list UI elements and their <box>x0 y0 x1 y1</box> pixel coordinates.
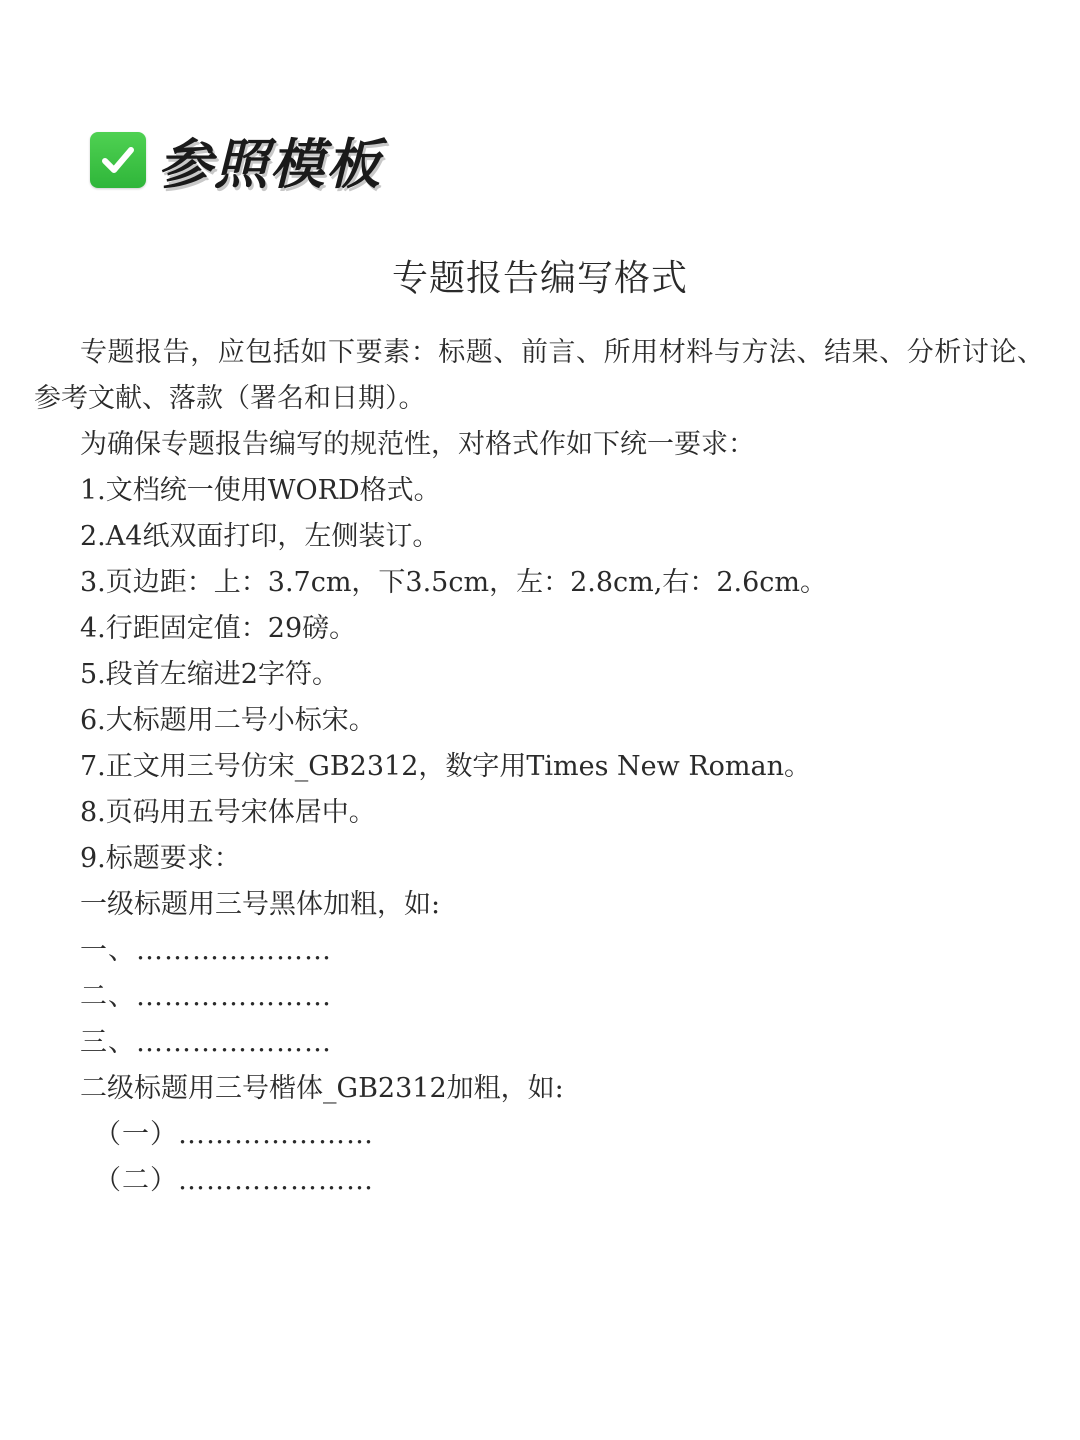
rule-item: 5.段首左缩进2字符。 <box>80 659 339 690</box>
header-title: 参照模板 <box>158 132 382 196</box>
level2-example: （一）………………… <box>94 1119 374 1150</box>
level2-heading-note: 二级标题用三号楷体_GB2312加粗，如: <box>80 1073 564 1104</box>
level1-example: 二、………………… <box>80 981 332 1012</box>
intro-paragraph: 专题报告，应包括如下要素：标题、前言、所用材料与方法、结果、分析讨论、参考文献、落款（署名和日期）。 <box>34 337 1044 414</box>
rule-item: 3.页边距：上：3.7cm，下3.5cm，左：2.8cm,右：2.6cm。 <box>80 567 827 598</box>
rule-item: 2.A4纸双面打印，左侧装订。 <box>80 521 440 552</box>
rule-item: 9.标题要求： <box>80 843 241 874</box>
level2-example: （二）………………… <box>94 1165 374 1196</box>
rule-item: 8.页码用五号宋体居中。 <box>80 797 376 828</box>
check-mark-icon <box>90 132 146 188</box>
lead-line: 为确保专题报告编写的规范性，对格式作如下统一要求： <box>80 429 755 460</box>
rule-item: 4.行距固定值：29磅。 <box>80 613 357 644</box>
level1-heading-note: 一级标题用三号黑体加粗，如: <box>80 889 441 920</box>
document-body <box>34 330 1044 1204</box>
rule-item: 6.大标题用二号小标宋。 <box>80 705 376 736</box>
rule-item: 7.正文用三号仿宋_GB2312，数字用Times New Roman。 <box>80 751 812 782</box>
document-title: 专题报告编写格式 <box>391 258 688 299</box>
level1-example: 一、………………… <box>80 935 332 966</box>
level1-example: 三、………………… <box>80 1027 332 1058</box>
header <box>90 125 382 195</box>
rule-item: 1.文档统一使用WORD格式。 <box>80 475 441 506</box>
